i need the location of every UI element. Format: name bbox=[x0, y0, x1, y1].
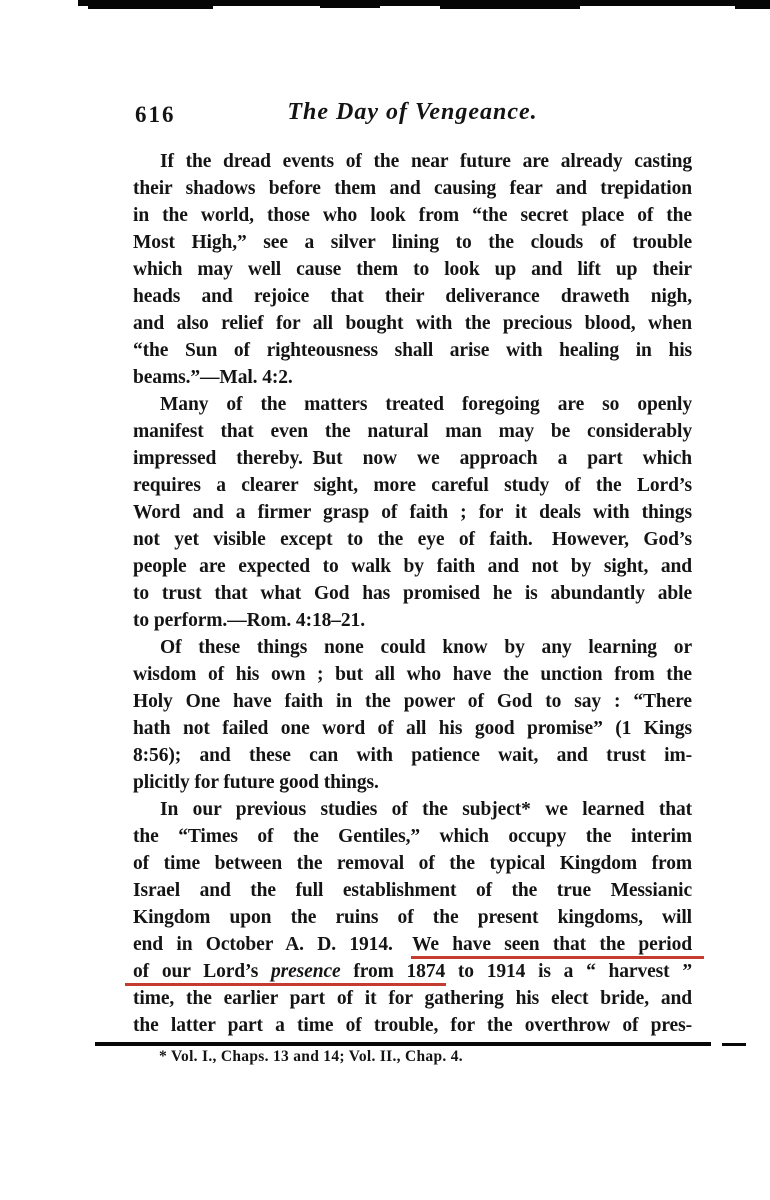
scan-artifact-blob bbox=[440, 5, 580, 9]
text-segment: “the Sun of righteousness shall arise with healing in his bbox=[133, 340, 692, 361]
text-segment: and also relief for all bought with the precious blood, when bbox=[133, 313, 692, 334]
text-line bbox=[133, 958, 692, 985]
text-segment: which may well cause them to look up and lift up their bbox=[133, 259, 692, 280]
text-line bbox=[133, 796, 692, 823]
text-segment: requires a clearer sight, more careful study of the Lord’s bbox=[133, 475, 692, 496]
text-segment: Israel and the full establishment of the true Messianic bbox=[133, 880, 692, 901]
text-segment: to trust that what God has promised he is abundantly able bbox=[133, 583, 692, 604]
text-line bbox=[133, 283, 692, 310]
text-segment: Holy One have faith in the power of God to say : “There bbox=[133, 691, 692, 712]
text-segment: Most High,” see a silver lining to the clouds of trouble bbox=[133, 232, 692, 253]
text-line bbox=[133, 148, 692, 175]
text-line bbox=[133, 310, 692, 337]
text-line bbox=[133, 337, 692, 364]
text-segment: time, the earlier part of it for gathering his elect bride, and bbox=[133, 988, 692, 1009]
text-line bbox=[133, 661, 692, 688]
footnote-rule-dash bbox=[722, 1043, 746, 1046]
text-line bbox=[133, 229, 692, 256]
text-line bbox=[133, 931, 692, 958]
text-segment: Of these things none could know by any learning or bbox=[160, 637, 692, 658]
text-segment: in the world, those who look from “the secret place of the bbox=[133, 205, 692, 226]
page-header bbox=[133, 99, 692, 131]
paragraph-4 bbox=[133, 796, 692, 1039]
text-line bbox=[133, 634, 692, 661]
running-title: The Day of Vengeance. bbox=[287, 99, 538, 125]
red-underlined-text: of our Lord’s bbox=[133, 961, 271, 982]
text-segment: of time between the removal of the typical Kingdom from bbox=[133, 853, 692, 874]
footnote-text: * Vol. I., Chaps. 13 and 14; Vol. II., Chap. 4. bbox=[159, 1048, 463, 1065]
text-segment: impressed thereby. But now we approach a part which bbox=[133, 448, 692, 469]
text-line bbox=[133, 985, 692, 1012]
page-number: 616 bbox=[135, 102, 176, 127]
text-line bbox=[133, 769, 692, 796]
text-line bbox=[133, 256, 692, 283]
text-line bbox=[133, 553, 692, 580]
text-segment: Word and a firmer grasp of faith ; for it deals with things bbox=[133, 502, 692, 523]
text-line bbox=[133, 472, 692, 499]
text-line bbox=[133, 1012, 692, 1039]
scan-artifact-blob bbox=[320, 5, 380, 8]
text-segment: hath not failed one word of all his good promise” (1 Kings bbox=[133, 718, 692, 739]
text-segment: manifest that even the natural man may be considerably bbox=[133, 421, 692, 442]
text-line bbox=[133, 715, 692, 742]
text-line bbox=[133, 607, 692, 634]
text-line bbox=[133, 364, 692, 391]
text-segment: to 1914 is a “ harvest ” bbox=[445, 961, 692, 982]
scan-artifact-blob bbox=[735, 5, 770, 9]
text-segment: their shadows before them and causing fear and trepidation bbox=[133, 178, 692, 199]
text-line bbox=[133, 391, 692, 418]
text-segment: not yet visible except to the eye of faith. However, God’s bbox=[133, 529, 692, 550]
text-segment: people are expected to walk by faith and not by sight, and bbox=[133, 556, 692, 577]
red-underlined-text: We have seen that the period bbox=[412, 934, 692, 955]
text-line bbox=[133, 904, 692, 931]
text-segment: plicitly for future good things. bbox=[133, 772, 379, 793]
text-segment: In our previous studies of the subject* we learned that bbox=[160, 799, 692, 820]
text-line bbox=[133, 445, 692, 472]
text-line bbox=[133, 877, 692, 904]
red-underlined-text: from 1874 bbox=[340, 961, 446, 982]
footnote bbox=[133, 1048, 692, 1066]
text-segment: the latter part a time of trouble, for the overthrow of pres- bbox=[133, 1015, 692, 1036]
text-segment: Kingdom upon the ruins of the present kingdoms, will bbox=[133, 907, 692, 928]
text-segment: wisdom of his own ; but all who have the unction from the bbox=[133, 664, 692, 685]
text-line bbox=[133, 499, 692, 526]
text-line bbox=[133, 526, 692, 553]
text-line bbox=[133, 418, 692, 445]
text-line bbox=[133, 688, 692, 715]
body-text bbox=[133, 148, 692, 1039]
text-segment: to perform.—Rom. 4:18–21. bbox=[133, 610, 365, 631]
paragraph-2 bbox=[133, 391, 692, 634]
text-line bbox=[133, 823, 692, 850]
red-underlined-text: presence bbox=[270, 961, 341, 982]
text-segment: Many of the matters treated foregoing are so openly bbox=[160, 394, 692, 415]
text-segment: beams.”—Mal. 4:2. bbox=[133, 367, 293, 388]
text-segment: end in October A. D. 1914. bbox=[133, 934, 413, 955]
text-segment: If the dread events of the near future are already casting bbox=[160, 151, 692, 172]
text-line bbox=[133, 742, 692, 769]
footnote-rule bbox=[95, 1042, 711, 1046]
text-segment: 8:56); and these can with patience wait, and trust im- bbox=[133, 745, 692, 766]
text-line bbox=[133, 580, 692, 607]
paragraph-3 bbox=[133, 634, 692, 796]
text-segment: the “Times of the Gentiles,” which occupy the interim bbox=[133, 826, 692, 847]
paragraph-1 bbox=[133, 148, 692, 391]
text-line bbox=[133, 202, 692, 229]
text-line bbox=[133, 850, 692, 877]
text-segment: heads and rejoice that their deliverance draweth nigh, bbox=[133, 286, 692, 307]
scan-artifact-blob bbox=[88, 5, 213, 9]
text-line bbox=[133, 175, 692, 202]
